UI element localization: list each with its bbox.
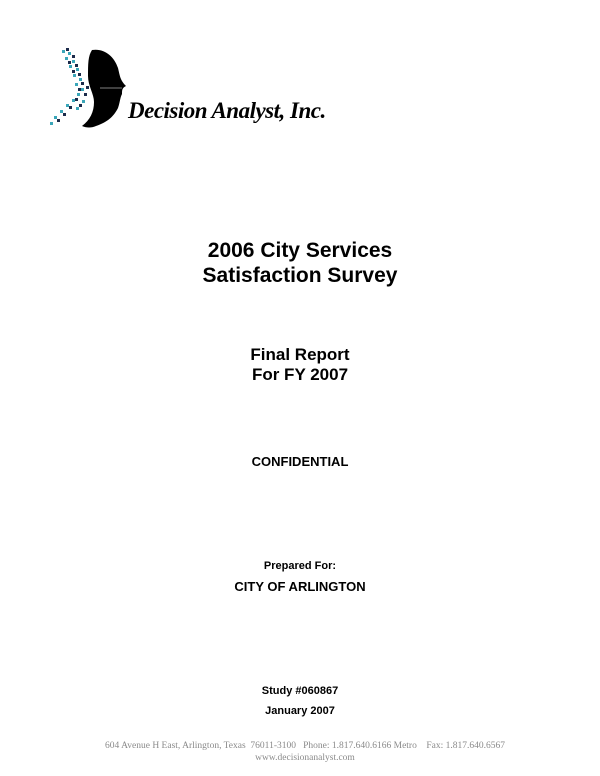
- report-title-line2: Satisfaction Survey: [202, 264, 398, 287]
- report-subtitle-line1: Final Report: [250, 345, 350, 364]
- report-subtitle: [0, 345, 600, 385]
- footer-address: 604 Avenue H East, Arlington, Texas 76011-3100 Phone: 1.817.640.6166 Metro Fax: 1.817.640.6567: [105, 741, 505, 751]
- client-name: CITY OF ARLINGTON: [234, 579, 366, 594]
- prepared-for-label: Prepared For:: [263, 560, 337, 572]
- study-number: Study #060867: [261, 685, 339, 697]
- footer-website: www.decisionanalyst.com: [255, 753, 355, 763]
- confidential-label: CONFIDENTIAL: [251, 454, 349, 469]
- report-subtitle-line2: For FY 2007: [251, 365, 349, 384]
- company-logo: [48, 46, 338, 130]
- company-name: Decision Analyst, Inc.: [128, 98, 326, 123]
- report-title-line1: 2006 City Services: [207, 239, 393, 262]
- report-date: January 2007: [265, 705, 335, 717]
- report-title: [0, 238, 600, 288]
- face-profile-logo-icon: [48, 46, 138, 130]
- footer: [0, 740, 600, 764]
